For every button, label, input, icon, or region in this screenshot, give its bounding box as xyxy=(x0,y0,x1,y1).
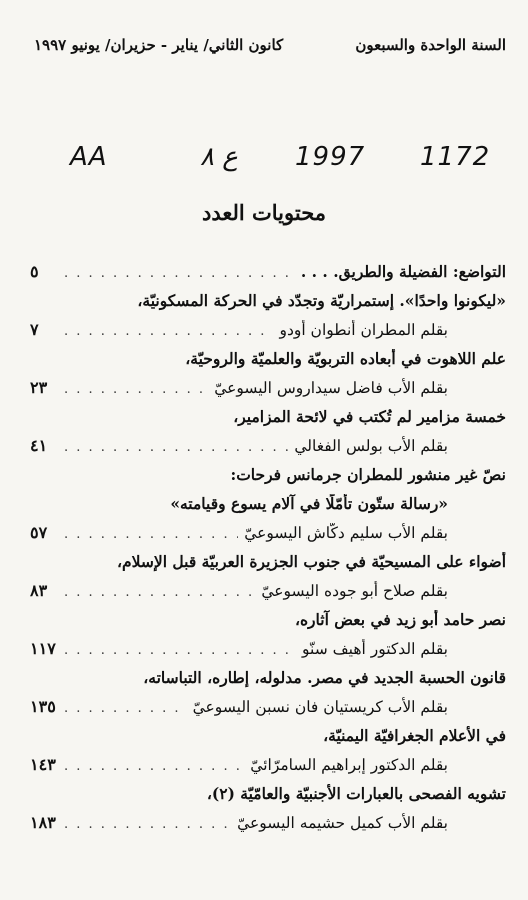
toc-entry-subtitle-line xyxy=(30,494,506,523)
toc-entry-author: بقلم المطران أنطوان أودو xyxy=(279,321,448,339)
toc-entry-author-line xyxy=(30,697,506,726)
toc-entry-author: بقلم صلاح أبو جوده اليسوعيّ xyxy=(261,582,448,600)
toc-entry-author: بقلم الدكتور أهيف سنّو xyxy=(302,640,448,658)
dot-leader xyxy=(64,759,244,774)
toc-page-number: ٥٧ xyxy=(30,523,48,542)
toc-entry xyxy=(30,407,506,436)
handwriting-note-2: ع ٨ xyxy=(200,142,238,172)
toc-entry-title: نصر حامد أبو زيد في بعض آثاره، xyxy=(294,610,506,629)
toc-entry-author-line xyxy=(30,639,506,668)
dot-leader xyxy=(64,585,255,600)
toc-entry xyxy=(30,465,506,494)
toc-page-number: ٤١ xyxy=(30,436,48,455)
toc-page-number: ١١٧ xyxy=(30,639,56,658)
running-header-volume: السنة الواحدة والسبعون xyxy=(355,36,506,54)
page-title: محتويات العدد xyxy=(201,200,327,225)
toc-entry-title: علم اللاهوت في أبعاده التربويّة والعلميّة والروحيّة، xyxy=(185,349,506,368)
toc-entry xyxy=(30,552,506,581)
toc-page-number: ١٤٣ xyxy=(30,755,56,774)
toc-entry-title: نصّ غير منشور للمطران جرمانس فرحات: xyxy=(230,465,506,484)
toc-entry-title: تشويه الفصحى بالعبارات الأجنبيّة والعامّيّة (٢)، xyxy=(206,784,506,803)
toc-entry xyxy=(30,726,506,755)
toc-page-number: ٧ xyxy=(30,320,39,339)
toc-entry xyxy=(30,291,506,320)
dot-leader xyxy=(64,527,238,542)
toc-entry-author: بقلم الأب بولس الفغالي xyxy=(294,437,448,455)
toc-entry-title: خمسة مزامير لم تُكتب في لائحة المزامير، xyxy=(233,407,506,426)
toc-entry-author: بقلم الأب فاضل سيداروس اليسوعيّ xyxy=(214,379,448,397)
toc-entry-author: بقلم الدكتور إبراهيم السامرّائيّ xyxy=(250,756,448,774)
toc-entry-title: أضواء على المسيحيّة في جنوب الجزيرة العربيّة قبل الإسلام، xyxy=(117,552,506,571)
toc-entry-title: «ليكونوا واحدًا». إستمراريّة وتجدّد في الحركة المسكونيّة، xyxy=(137,291,506,310)
toc-entry-author-line xyxy=(30,378,506,407)
toc-page-number: ٥ xyxy=(30,262,39,281)
table-of-contents xyxy=(30,262,506,842)
toc-entry-author-line xyxy=(30,320,506,349)
toc-entry xyxy=(30,262,506,291)
dot-leader xyxy=(64,643,296,658)
dot-leader xyxy=(64,440,288,455)
toc-entry-subtitle: «رسالة ستّون تأمّلًا في آلام يسوع وقيامته» xyxy=(170,494,448,513)
handwriting-note-4: 1172 xyxy=(420,142,491,172)
toc-entry xyxy=(30,349,506,378)
toc-entry-title: في الأعلام الجغرافيّة اليمنيّة، xyxy=(323,726,506,745)
dot-leader xyxy=(64,324,273,339)
toc-page-number: ١٨٣ xyxy=(30,813,56,832)
toc-entry-author: بقلم الأب سليم دكّاش اليسوعيّ xyxy=(244,524,448,542)
handwriting-note-3: 1997 xyxy=(295,142,366,172)
dot-leader xyxy=(64,701,187,716)
dot-leader xyxy=(64,382,208,397)
toc-entry-author-line xyxy=(30,813,506,842)
running-header-date: كانون الثاني/ يناير - حزيران/ يونيو ١٩٩٧ xyxy=(34,36,284,54)
toc-page-number: ٢٣ xyxy=(30,378,48,397)
handwritten-annotations xyxy=(70,142,491,182)
dot-leader xyxy=(64,266,295,281)
toc-entry-author-line xyxy=(30,755,506,784)
toc-entry-author-line xyxy=(30,581,506,610)
toc-entry xyxy=(30,784,506,813)
toc-entry-author: بقلم الأب كميل حشيمه اليسوعيّ xyxy=(237,814,448,832)
dot-leader xyxy=(64,817,231,832)
toc-entry-author-line xyxy=(30,436,506,465)
toc-entry-author-line xyxy=(30,523,506,552)
toc-entry-title: قانون الحسبة الجديد في مصر. مدلوله، إطاره، التباساته، xyxy=(143,668,506,687)
toc-entry-author: بقلم الأب كريستيان فان نسبن اليسوعيّ xyxy=(192,698,448,716)
toc-page-number: ١٣٥ xyxy=(30,697,56,716)
toc-entry xyxy=(30,668,506,697)
toc-page-number: ٨٣ xyxy=(30,581,48,600)
toc-entry-title: التواضع: الفضيلة والطريق. . . . xyxy=(300,262,506,281)
handwriting-note-1: AA xyxy=(70,142,108,172)
toc-entry xyxy=(30,610,506,639)
